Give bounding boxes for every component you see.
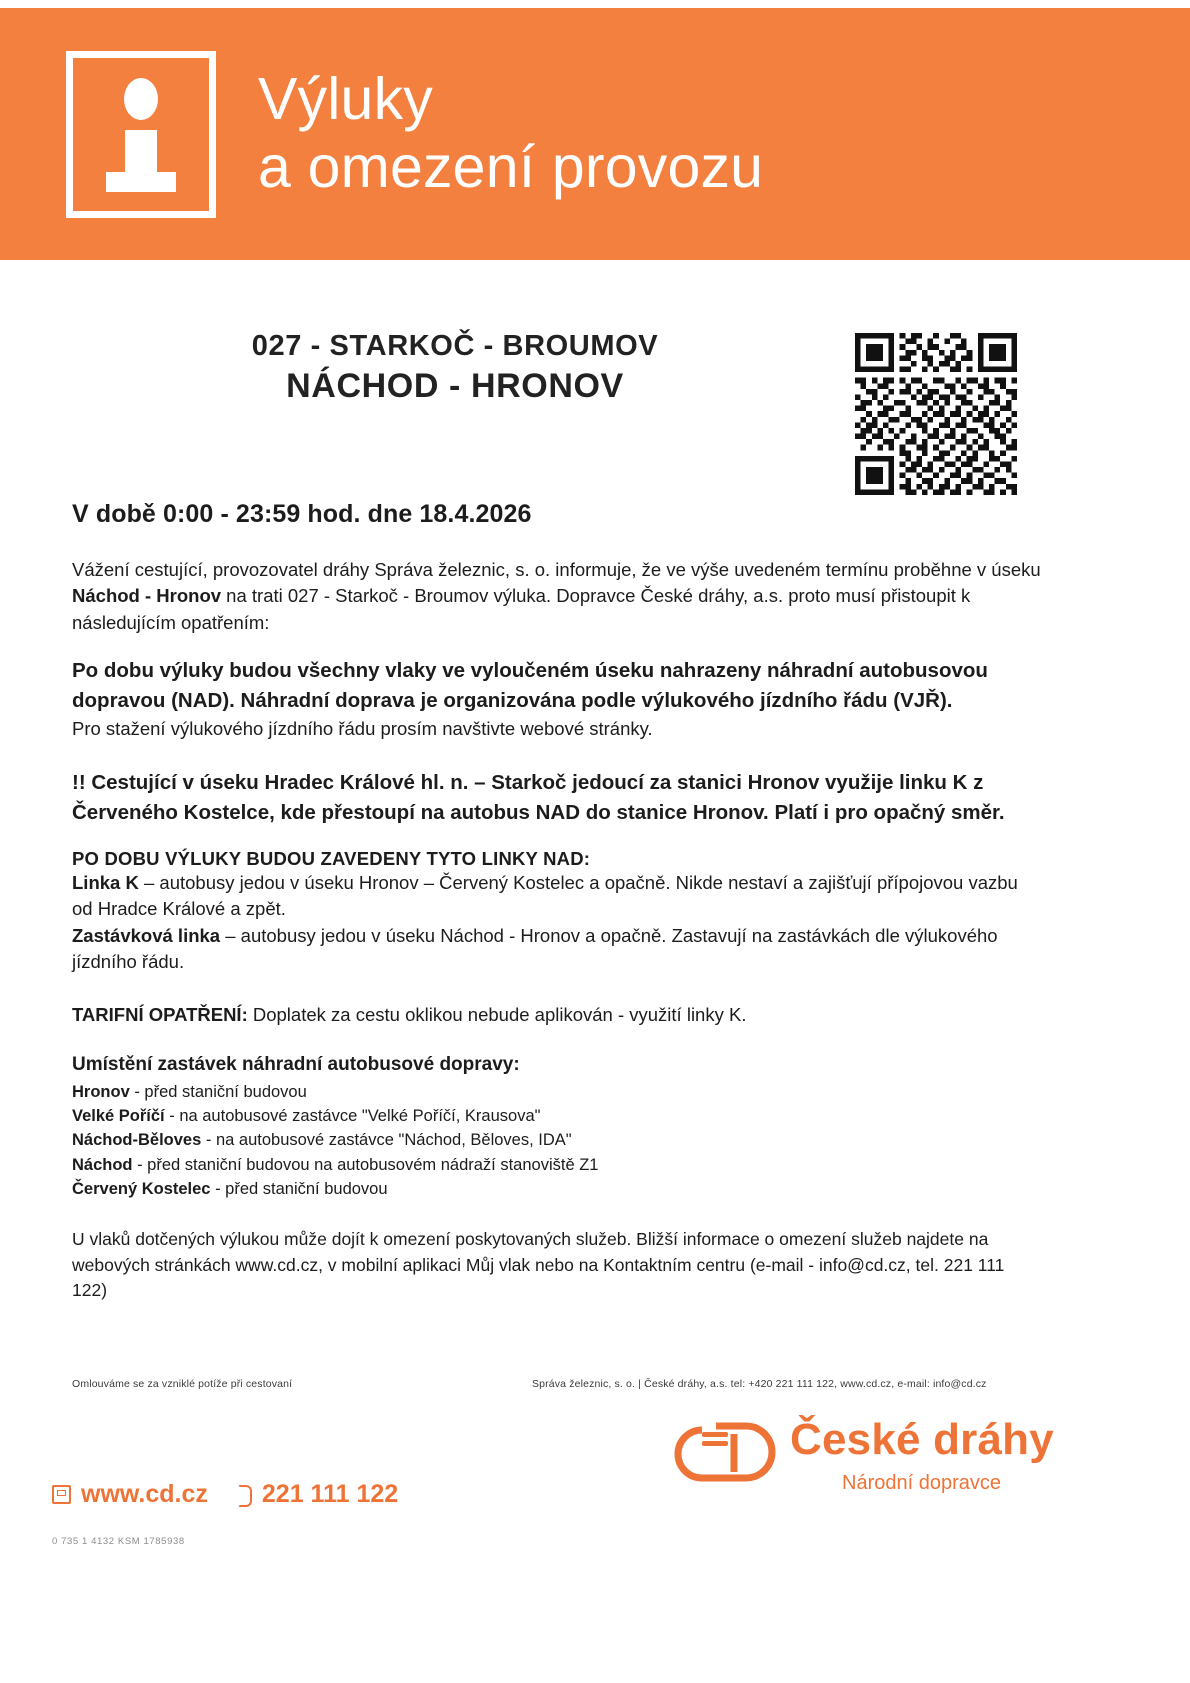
intro-part2: na trati 027 - Starkoč - Broumov výluka. Dopravce České dráhy, a.s. proto musí přistoupit k následujícím opatřením: <box>72 585 971 633</box>
line-item-k <box>72 870 1042 923</box>
qr-code[interactable] <box>855 333 1017 495</box>
banner-title-line1: Výluky <box>258 66 433 133</box>
monitor-icon <box>52 1485 71 1504</box>
tariff-paragraph <box>72 1002 1042 1028</box>
info-icon <box>66 51 216 218</box>
stop-name-nachod-beloves: Náchod-Běloves <box>72 1131 202 1150</box>
route-section: NÁCHOD - HRONOV <box>286 367 624 405</box>
apology-text: Omlouváme se za vzniklé potíže při cestovaní <box>72 1378 293 1390</box>
warning-paragraph: !! Cestující v úseku Hradec Králové hl. n. – Starkoč jedoucí za stanici Hronov využije linku K z Červeného Kostelce, kde přestoupí na autobus NAD do stanice Hronov. Platí i pro opačný směr. <box>72 771 1005 824</box>
line-item-zastavkova-name: Zastávková linka <box>72 924 221 946</box>
lines-heading: PO DOBU VÝLUKY BUDOU ZAVEDENY TYTO LINKY NAD: <box>72 847 591 869</box>
operator-contact-line: Správa železnic, s. o. | České dráhy, a.s. tel: +420 221 111 122, www.cd.cz, e-mail: info@cd.cz <box>532 1378 987 1390</box>
footer-phone-number[interactable]: 221 111 122 <box>261 1480 399 1508</box>
stop-item-nachod <box>72 1153 1042 1177</box>
stops-heading: Umístění zastávek náhradní autobusové dopravy: <box>72 1053 520 1075</box>
qr-code-image <box>855 333 1017 495</box>
line-item-k-name: Linka K <box>72 871 139 893</box>
notice-body <box>72 500 1042 1303</box>
cd-logo <box>672 1412 1054 1498</box>
stop-desc-nachod-beloves: - na autobusové zastávce "Náchod, Běloves, IDA" <box>201 1131 572 1150</box>
banner-title <box>258 66 763 202</box>
intro-part1: Vážení cestující, provozovatel dráhy Správa železnic, s. o. informuje, že ve výše uvedeném termínu proběhne v úseku <box>72 559 1041 580</box>
stop-name-velke-porici: Velké Poříčí <box>72 1107 165 1126</box>
measure-note: Pro stažení výlukového jízdního řádu prosím navštivte webové stránky. <box>72 717 653 739</box>
cd-brand-name: České dráhy <box>790 1415 1054 1464</box>
cd-brand-subtitle: Národní dopravce <box>842 1472 1001 1494</box>
stop-name-cerveny-kostelec: Červený Kostelec <box>72 1179 211 1198</box>
stop-item-hronov <box>72 1080 1042 1104</box>
tariff-label: TARIFNÍ OPATŘENÍ: <box>72 1003 248 1025</box>
intro-section-bold: Náchod - Hronov <box>72 585 222 607</box>
line-item-k-dash: – <box>138 871 160 893</box>
intro-paragraph <box>72 557 1042 636</box>
smallprint-row <box>72 1378 1072 1390</box>
line-item-zastavkova-dash: – <box>220 924 241 946</box>
stop-desc-hronov: - před staniční budovou <box>129 1082 307 1101</box>
stop-desc-cerveny-kostelec: - před staniční budovou <box>210 1179 388 1198</box>
route-line-number: 027 - STARKOČ - BROUMOV <box>251 330 659 362</box>
stop-desc-nachod: - před staniční budovou na autobusovém nádraží stanoviště Z1 <box>132 1155 599 1174</box>
tariff-text: Doplatek za cestu oklikou nebude aplikován - využití linky K. <box>247 1003 747 1025</box>
header-banner <box>0 8 1190 260</box>
line-item-zastavkova <box>72 923 1042 976</box>
footer-web-link[interactable]: www.cd.cz <box>81 1480 208 1508</box>
validity-period: V době 0:00 - 23:59 hod. dne 18.4.2026 <box>72 500 532 528</box>
cd-logo-text <box>790 1412 1054 1495</box>
stop-item-cerveny-kostelec <box>72 1177 1042 1201</box>
stop-desc-velke-porici: - na autobusové zastávce "Velké Poříčí, Krausova" <box>164 1107 541 1126</box>
stop-name-nachod: Náchod <box>72 1155 133 1174</box>
banner-title-line2: a omezení provozu <box>258 134 764 200</box>
cd-logo-mark <box>672 1412 776 1498</box>
phone-icon <box>236 1485 252 1505</box>
line-item-zastavkova-text: autobusy jedou v úseku Náchod - Hronov a opačně. Zastavují na zastávkách dle výlukového jízdního řádu. <box>72 924 998 973</box>
route-heading <box>80 330 830 406</box>
document-code: 0 735 1 4132 KSM 1785938 <box>52 1536 185 1547</box>
stop-name-hronov: Hronov <box>72 1082 130 1101</box>
stop-item-nachod-beloves <box>72 1128 1042 1152</box>
tail-note: U vlaků dotčených výlukou může dojít k omezení poskytovaných služeb. Bližší informace o omezení služeb najdete na webových stránkách www.cd.cz, v mobilní aplikaci Můj vlak nebo na Kontaktním centru (e-mail - info@cd.cz, tel. 221 111 122) <box>72 1229 1005 1300</box>
line-item-k-text: autobusy jedou v úseku Hronov – Červený Kostelec a opačně. Nikde nestaví a zajišťují přípojovou vazbu od Hradce Králové a zpět. <box>72 871 1018 920</box>
measure-bold: Po dobu výluky budou všechny vlaky ve vyloučeném úseku nahrazeny náhradní autobusovou dopravou (NAD). Náhradní doprava je organizována podle výlukového jízdního řádu (VJŘ). <box>72 659 988 713</box>
footer-contact <box>52 1480 398 1509</box>
stop-item-velke-porici <box>72 1104 1042 1128</box>
